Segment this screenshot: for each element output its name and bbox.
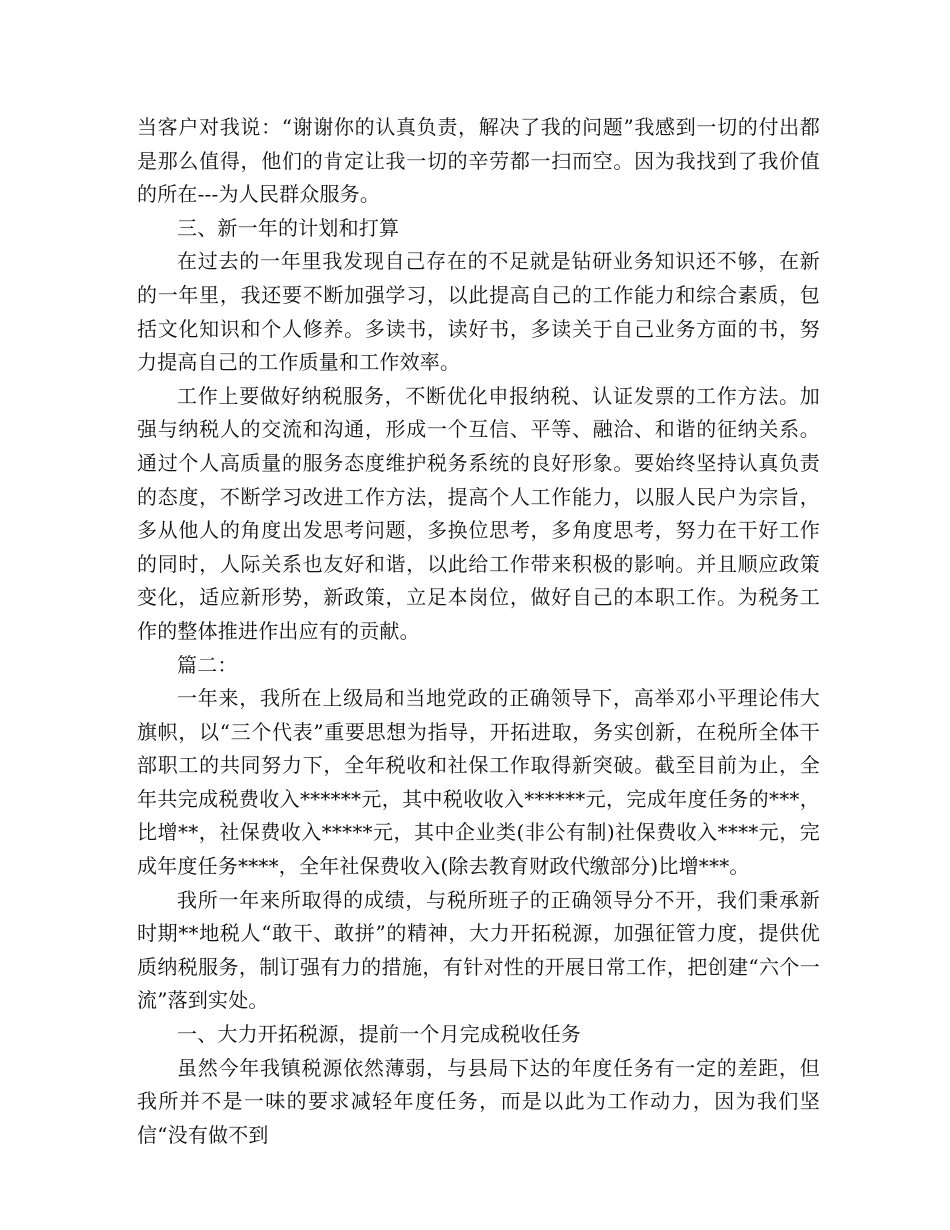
paragraph-achievements: 我所一年来所取得的成绩，与税所班子的正确领导分不开，我们秉承新时期**地税人“敢干、敢拼”的精神，大力开拓税源，加强征管力度，提供优质纳税服务，制订强有力的措施，有针对性的开展日常工作，把创建“六个一流”落到实处。 — [137, 887, 820, 1013]
section-heading-part-two: 篇二： — [177, 652, 238, 677]
paragraph-study-plan: 在过去的一年里我发现自己存在的不足就是钻研业务知识还不够，在新的一年里，我还要不断加强学习，以此提高自己的工作能力和综合素质，包括文化知识和个人修养。多读书，读好书，多读关于自己业务方面的书，努力提高自己的工作质量和工作效率。 — [137, 249, 820, 375]
paragraph-tax-source: 虽然今年我镇税源依然薄弱，与县局下达的年度任务有一定的差距，但我所并不是一味的要求减轻年度任务，而是以此为工作动力，因为我们坚信“没有做不到 — [137, 1055, 820, 1147]
paragraph-work-plan: 工作上要做好纳税服务，不断优化申报纳税、认证发票的工作方法。加强与纳税人的交流和沟通，形成一个互信、平等、融洽、和谐的征纳关系。通过个人高质量的服务态度维护税务系统的良好形象。要始终坚持认真负责的态度，不断学习改进工作方法，提高个人工作能力，以服人民户为宗旨，多从他人的角度出发思考问题，多换位思考，多角度思考，努力在干好工作的同时，人际关系也友好和谐，以此给工作带来积极的影响。并且顺应政策变化，适应新形势，新政策，立足本岗位，做好自己的本职工作。为税务工作的整体推进作出应有的贡献。 — [137, 383, 820, 643]
document-body — [137, 111, 820, 1152]
paragraph-annual-summary: 一年来，我所在上级局和当地党政的正确领导下，高举邓小平理论伟大旗帜，以“三个代表”重要思想为指导，开拓进取，务实创新，在税所全体干部职工的共同努力下，全年税收和社保工作取得新突破。截至目前为止，全年共完成税费收入******元，其中税收收入******元，完成年度任务的***，比增**，社保费收入*****元，其中企业类(非公有制)社保费收入****元，完成年度任务****，全年社保费收入(除去教育财政代缴部分)比增***。 — [137, 686, 820, 879]
section-heading-new-year-plan: 三、新一年的计划和打算 — [177, 215, 400, 240]
section-heading-tax-source: 一、大力开拓税源，提前一个月完成税收任务 — [177, 1022, 581, 1047]
paragraph-customer-thanks: 当客户对我说：“谢谢你的认真负责，解决了我的问题”我感到一切的付出都是那么值得，他们的肯定让我一切的辛劳都一扫而空。因为我找到了我价值的所在---为人民群众服务。 — [137, 115, 820, 207]
